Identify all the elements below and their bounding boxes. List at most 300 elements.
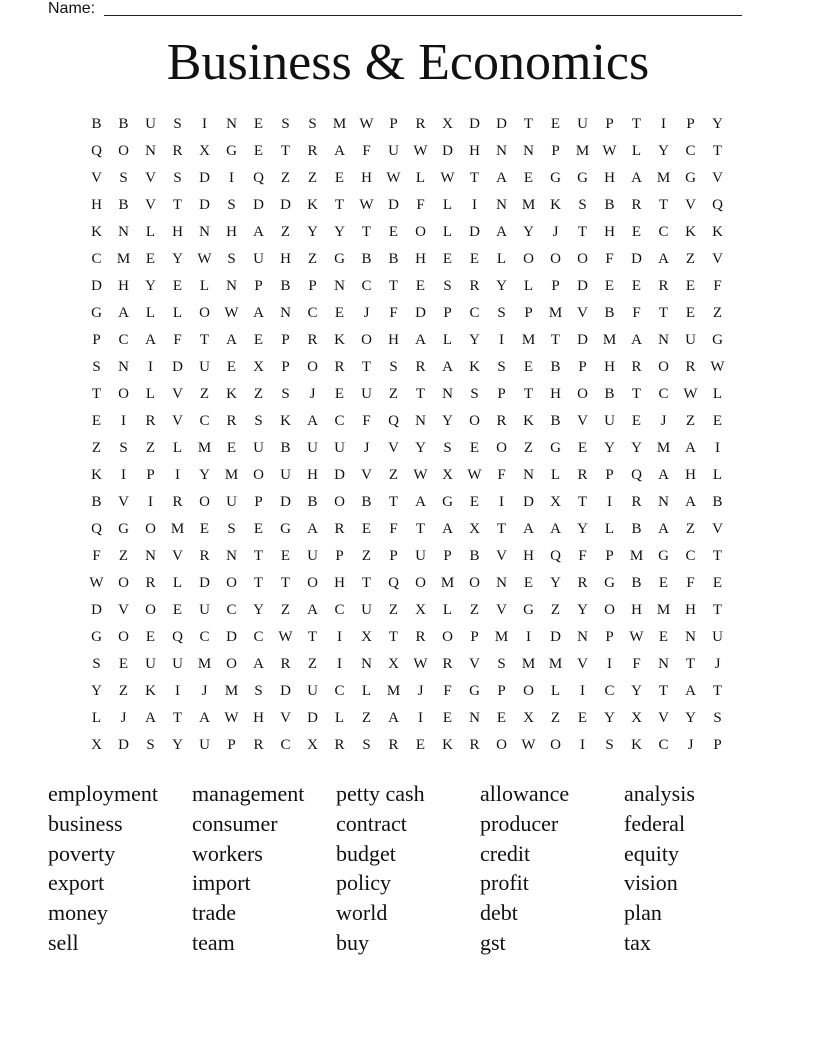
word-list-item: export xyxy=(48,870,105,896)
grid-letter: C xyxy=(361,278,372,294)
grid-letter: O xyxy=(226,656,237,672)
grid-letter: D xyxy=(199,197,210,213)
grid-letter: F xyxy=(443,683,452,699)
grid-letter: P xyxy=(389,548,398,564)
grid-letter: X xyxy=(442,116,453,132)
grid-letter: V xyxy=(496,602,507,618)
grid-letter: D xyxy=(523,494,534,510)
grid-letter: O xyxy=(334,494,345,510)
name-underline xyxy=(104,15,742,16)
grid-letter: G xyxy=(550,170,561,186)
grid-letter: O xyxy=(145,521,156,537)
grid-letter: K xyxy=(334,332,345,348)
grid-letter: B xyxy=(604,305,615,321)
grid-letter: S xyxy=(173,170,182,186)
grid-letter: D xyxy=(469,116,480,132)
grid-letter: B xyxy=(91,494,102,510)
grid-letter: N xyxy=(145,548,156,564)
letter-grid xyxy=(83,111,731,759)
grid-letter: F xyxy=(362,143,371,159)
grid-letter: G xyxy=(685,170,696,186)
grid-letter: E xyxy=(712,575,723,591)
word-list-item: trade xyxy=(192,900,236,926)
grid-letter: T xyxy=(334,197,345,213)
grid-letter: T xyxy=(199,332,210,348)
grid-letter: W xyxy=(521,737,536,753)
grid-letter: O xyxy=(361,332,372,348)
grid-letter: E xyxy=(577,710,588,726)
grid-letter: E xyxy=(145,251,156,267)
grid-letter: E xyxy=(577,440,588,456)
grid-letter: W xyxy=(386,170,401,186)
grid-letter: F xyxy=(578,548,587,564)
grid-letter: R xyxy=(145,575,156,591)
grid-letter: C xyxy=(685,143,696,159)
grid-letter: B xyxy=(361,251,372,267)
grid-letter: S xyxy=(92,359,101,375)
grid-letter: W xyxy=(224,710,239,726)
grid-letter: R xyxy=(442,656,453,672)
grid-letter: L xyxy=(550,683,561,699)
grid-letter: H xyxy=(334,575,345,591)
grid-letter: Z xyxy=(685,251,696,267)
grid-letter: E xyxy=(631,413,642,429)
grid-letter: V xyxy=(712,521,723,537)
grid-letter: H xyxy=(172,224,183,240)
grid-letter: A xyxy=(415,494,426,510)
grid-letter: S xyxy=(281,386,290,402)
grid-letter: R xyxy=(172,143,183,159)
grid-letter: L xyxy=(442,602,453,618)
grid-letter: E xyxy=(145,629,156,645)
grid-letter: P xyxy=(497,386,506,402)
grid-letter: N xyxy=(334,278,345,294)
grid-letter: C xyxy=(199,413,210,429)
grid-letter: R xyxy=(469,278,480,294)
grid-letter: E xyxy=(442,251,453,267)
grid-letter: O xyxy=(145,602,156,618)
grid-letter: I xyxy=(202,116,207,132)
grid-letter: H xyxy=(361,170,372,186)
grid-letter: E xyxy=(253,521,264,537)
grid-letter: P xyxy=(335,548,344,564)
grid-letter: M xyxy=(656,170,671,186)
grid-letter: T xyxy=(712,143,723,159)
word-list-item: vision xyxy=(624,870,678,896)
grid-letter: I xyxy=(661,116,666,132)
grid-letter: C xyxy=(685,548,696,564)
grid-letter: P xyxy=(551,278,560,294)
grid-letter: Z xyxy=(550,602,561,618)
grid-letter: N xyxy=(658,656,669,672)
grid-letter: R xyxy=(388,737,399,753)
grid-letter: T xyxy=(388,278,399,294)
grid-letter: E xyxy=(523,575,534,591)
grid-letter: C xyxy=(199,629,210,645)
grid-letter: Q xyxy=(91,521,102,537)
grid-letter: G xyxy=(91,629,102,645)
grid-letter: O xyxy=(496,440,507,456)
grid-letter: A xyxy=(145,710,156,726)
grid-letter: W xyxy=(683,386,698,402)
grid-letter: H xyxy=(226,224,237,240)
grid-letter: N xyxy=(361,656,372,672)
grid-letter: P xyxy=(605,467,614,483)
grid-letter: F xyxy=(416,197,425,213)
grid-letter: D xyxy=(334,467,345,483)
grid-letter: W xyxy=(629,629,644,645)
word-list-item: sell xyxy=(48,929,79,955)
grid-letter: N xyxy=(118,224,129,240)
grid-letter: I xyxy=(499,332,504,348)
grid-letter: H xyxy=(280,251,291,267)
grid-letter: T xyxy=(415,521,426,537)
grid-letter: U xyxy=(253,440,264,456)
grid-letter: J xyxy=(417,683,424,699)
grid-letter: U xyxy=(199,737,210,753)
grid-letter: O xyxy=(199,494,210,510)
grid-letter: Z xyxy=(523,440,534,456)
grid-letter: Q xyxy=(712,197,723,213)
grid-letter: Y xyxy=(442,413,453,429)
grid-letter: E xyxy=(91,413,102,429)
page-title: Business & Economics xyxy=(166,34,650,91)
grid-letter: D xyxy=(199,170,210,186)
grid-letter: D xyxy=(280,494,291,510)
grid-letter: Z xyxy=(388,467,399,483)
grid-letter: M xyxy=(575,143,590,159)
grid-letter: B xyxy=(280,278,291,294)
grid-letter: L xyxy=(172,440,183,456)
grid-letter: M xyxy=(629,548,644,564)
grid-letter: M xyxy=(332,116,347,132)
grid-letter: H xyxy=(685,467,696,483)
grid-letter: U xyxy=(307,683,318,699)
grid-letter: P xyxy=(524,305,533,321)
grid-letter: E xyxy=(712,413,723,429)
grid-letter: Y xyxy=(712,116,723,132)
grid-letter: Y xyxy=(253,602,264,618)
grid-letter: A xyxy=(685,494,696,510)
grid-letter: T xyxy=(631,386,642,402)
grid-letter: K xyxy=(226,386,237,402)
grid-letter: A xyxy=(523,521,534,537)
grid-letter: B xyxy=(631,575,642,591)
grid-letter: Y xyxy=(658,143,669,159)
grid-letter: N xyxy=(685,629,696,645)
grid-letter: G xyxy=(91,305,102,321)
grid-letter: Z xyxy=(307,170,318,186)
grid-letter: C xyxy=(469,305,480,321)
word-list-item: world xyxy=(336,900,388,926)
grid-letter: D xyxy=(91,278,102,294)
grid-letter: P xyxy=(605,629,614,645)
grid-letter: F xyxy=(632,656,641,672)
grid-letter: I xyxy=(607,656,612,672)
grid-letter: D xyxy=(253,197,264,213)
grid-letter: R xyxy=(334,737,345,753)
grid-letter: Y xyxy=(577,521,588,537)
grid-letter: M xyxy=(656,602,671,618)
grid-letter: L xyxy=(712,467,723,483)
grid-letter: X xyxy=(469,521,480,537)
grid-letter: V xyxy=(712,251,723,267)
grid-letter: I xyxy=(337,656,342,672)
grid-letter: V xyxy=(172,386,183,402)
word-list-item: analysis xyxy=(624,781,695,806)
grid-letter: I xyxy=(526,629,531,645)
grid-letter: V xyxy=(577,656,588,672)
grid-letter: Q xyxy=(631,467,642,483)
grid-letter: I xyxy=(580,737,585,753)
word-list-item: management xyxy=(192,781,305,806)
grid-letter: E xyxy=(658,629,669,645)
grid-letter: A xyxy=(253,224,264,240)
grid-letter: N xyxy=(496,197,507,213)
grid-letter: P xyxy=(227,737,236,753)
grid-letter: J xyxy=(309,386,316,402)
grid-letter: X xyxy=(388,656,399,672)
grid-letter: S xyxy=(578,197,587,213)
grid-letter: M xyxy=(548,656,563,672)
grid-letter: R xyxy=(199,548,210,564)
grid-letter: E xyxy=(415,278,426,294)
grid-letter: S xyxy=(443,278,452,294)
grid-letter: Z xyxy=(118,683,129,699)
grid-letter: P xyxy=(254,494,263,510)
grid-letter: C xyxy=(658,224,669,240)
grid-letter: S xyxy=(254,413,263,429)
grid-letter: A xyxy=(631,170,642,186)
grid-letter: F xyxy=(362,413,371,429)
grid-letter: U xyxy=(415,548,426,564)
grid-letter: E xyxy=(226,359,237,375)
grid-letter: X xyxy=(550,494,561,510)
grid-letter: P xyxy=(686,116,695,132)
grid-letter: S xyxy=(605,737,614,753)
word-list-item: petty cash xyxy=(336,781,425,806)
grid-letter: M xyxy=(224,467,239,483)
grid-letter: L xyxy=(442,332,453,348)
grid-letter: U xyxy=(361,602,372,618)
grid-letter: R xyxy=(334,521,345,537)
grid-letter: B xyxy=(361,494,372,510)
grid-letter: U xyxy=(604,413,615,429)
grid-letter: Y xyxy=(496,278,507,294)
grid-letter: R xyxy=(577,575,588,591)
grid-letter: B xyxy=(280,440,291,456)
grid-letter: Q xyxy=(91,143,102,159)
grid-letter: L xyxy=(145,305,156,321)
grid-letter: G xyxy=(604,575,615,591)
grid-letter: A xyxy=(415,332,426,348)
grid-letter: X xyxy=(442,467,453,483)
grid-letter: U xyxy=(334,440,345,456)
grid-letter: L xyxy=(442,197,453,213)
grid-letter: E xyxy=(550,116,561,132)
grid-letter: W xyxy=(413,467,428,483)
grid-letter: E xyxy=(469,494,480,510)
grid-letter: T xyxy=(253,548,264,564)
grid-letter: Z xyxy=(388,602,399,618)
grid-letter: D xyxy=(199,575,210,591)
name-label: Name: xyxy=(48,0,96,17)
grid-letter: C xyxy=(658,386,669,402)
grid-letter: Z xyxy=(685,521,696,537)
grid-letter: T xyxy=(172,710,183,726)
grid-letter: P xyxy=(605,548,614,564)
grid-letter: W xyxy=(413,656,428,672)
word-list-item: plan xyxy=(624,900,662,926)
grid-letter: G xyxy=(280,521,291,537)
grid-letter: R xyxy=(307,332,318,348)
grid-letter: F xyxy=(389,521,398,537)
grid-letter: A xyxy=(226,332,237,348)
grid-letter: E xyxy=(118,656,129,672)
grid-letter: E xyxy=(253,332,264,348)
grid-letter: A xyxy=(496,170,507,186)
grid-letter: H xyxy=(469,143,480,159)
grid-letter: I xyxy=(715,440,720,456)
grid-letter: Z xyxy=(685,413,696,429)
grid-letter: O xyxy=(550,737,561,753)
grid-letter: Y xyxy=(199,467,210,483)
grid-letter: T xyxy=(253,575,264,591)
grid-letter: Y xyxy=(631,683,642,699)
grid-letter: L xyxy=(442,224,453,240)
grid-letter: P xyxy=(551,143,560,159)
grid-letter: G xyxy=(712,332,723,348)
grid-letter: C xyxy=(280,737,291,753)
grid-letter: V xyxy=(280,710,291,726)
grid-letter: Y xyxy=(415,440,426,456)
grid-letter: O xyxy=(307,359,318,375)
grid-letter: N xyxy=(442,386,453,402)
grid-letter: N xyxy=(415,413,426,429)
grid-letter: P xyxy=(713,737,722,753)
grid-letter: A xyxy=(388,710,399,726)
grid-letter: V xyxy=(712,170,723,186)
grid-letter: B xyxy=(388,251,399,267)
grid-letter: D xyxy=(91,602,102,618)
word-list-item: policy xyxy=(336,870,391,896)
grid-letter: R xyxy=(496,413,507,429)
grid-letter: E xyxy=(334,386,345,402)
grid-letter: Y xyxy=(550,575,561,591)
grid-letter: A xyxy=(685,440,696,456)
grid-letter: T xyxy=(496,521,507,537)
grid-letter: G xyxy=(226,143,237,159)
word-list-item: tax xyxy=(624,929,651,955)
grid-letter: A xyxy=(496,224,507,240)
grid-letter: S xyxy=(119,440,128,456)
grid-letter: R xyxy=(226,413,237,429)
grid-letter: O xyxy=(415,575,426,591)
grid-letter: Z xyxy=(91,440,102,456)
grid-letter: J xyxy=(120,710,127,726)
grid-letter: A xyxy=(253,656,264,672)
grid-letter: R xyxy=(469,737,480,753)
grid-letter: W xyxy=(89,575,104,591)
grid-letter: T xyxy=(307,629,318,645)
grid-letter: C xyxy=(604,683,615,699)
grid-letter: B xyxy=(631,521,642,537)
grid-letter: Y xyxy=(604,440,615,456)
grid-letter: T xyxy=(712,683,723,699)
grid-letter: U xyxy=(226,494,237,510)
name-field xyxy=(48,0,742,18)
grid-letter: U xyxy=(253,251,264,267)
grid-letter: R xyxy=(280,656,291,672)
grid-letter: V xyxy=(469,656,480,672)
grid-letter: B xyxy=(118,116,129,132)
grid-letter: L xyxy=(496,251,507,267)
grid-letter: T xyxy=(469,170,480,186)
grid-letter: H xyxy=(253,710,264,726)
grid-letter: O xyxy=(226,575,237,591)
grid-letter: T xyxy=(415,386,426,402)
grid-letter: B xyxy=(469,548,480,564)
word-list-item: buy xyxy=(336,929,369,955)
grid-letter: V xyxy=(145,170,156,186)
word-list-item: contract xyxy=(336,810,407,836)
grid-letter: E xyxy=(253,143,264,159)
grid-letter: A xyxy=(253,305,264,321)
grid-letter: L xyxy=(550,467,561,483)
grid-letter: J xyxy=(552,224,559,240)
grid-letter: H xyxy=(415,251,426,267)
grid-letter: A xyxy=(334,143,345,159)
grid-letter: P xyxy=(578,359,587,375)
grid-letter: N xyxy=(496,575,507,591)
grid-letter: J xyxy=(363,305,370,321)
grid-letter: I xyxy=(175,467,180,483)
grid-letter: T xyxy=(577,224,588,240)
grid-letter: D xyxy=(415,305,426,321)
word-list-item: allowance xyxy=(480,781,570,806)
grid-letter: R xyxy=(415,629,426,645)
grid-letter: F xyxy=(632,305,641,321)
grid-letter: C xyxy=(307,305,318,321)
grid-letter: I xyxy=(472,197,477,213)
grid-letter: P xyxy=(308,278,317,294)
grid-letter: H xyxy=(604,224,615,240)
grid-letter: B xyxy=(91,116,102,132)
word-list-item: import xyxy=(192,870,251,896)
grid-letter: I xyxy=(580,683,585,699)
grid-letter: W xyxy=(359,116,374,132)
word-list-item: budget xyxy=(336,840,396,866)
grid-letter: H xyxy=(523,548,534,564)
grid-letter: D xyxy=(172,359,183,375)
grid-letter: L xyxy=(361,683,372,699)
grid-letter: T xyxy=(550,332,561,348)
grid-letter: Y xyxy=(685,710,696,726)
grid-letter: O xyxy=(118,143,129,159)
grid-letter: U xyxy=(685,332,696,348)
grid-letter: C xyxy=(226,602,237,618)
grid-letter: J xyxy=(687,737,694,753)
grid-letter: L xyxy=(523,278,534,294)
grid-letter: E xyxy=(388,224,399,240)
grid-letter: Z xyxy=(388,386,399,402)
grid-letter: E xyxy=(172,278,183,294)
grid-letter: N xyxy=(496,143,507,159)
grid-letter: P xyxy=(443,548,452,564)
grid-letter: U xyxy=(172,656,183,672)
grid-letter: H xyxy=(307,467,318,483)
grid-letter: E xyxy=(226,440,237,456)
